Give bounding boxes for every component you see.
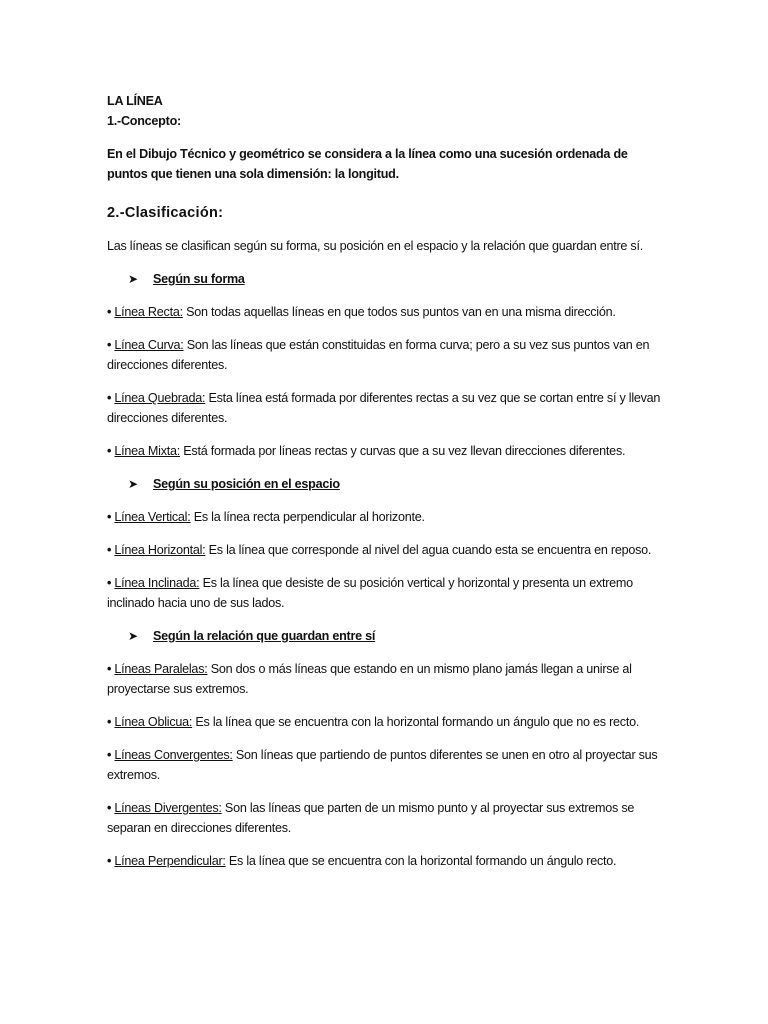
bullet-icon: • [107, 305, 112, 319]
definition: Son dos o más líneas que estando en un mismo plano jamás llegan a unirse al proyectarse sus extremos. [107, 662, 632, 696]
arrowhead-bullet-icon: ➤ [128, 477, 138, 491]
subheading-label: Según su posición en el espacio [153, 477, 340, 491]
term: Líneas Paralelas: [114, 662, 208, 676]
concept-heading: 1.-Concepto: [107, 114, 181, 128]
list-item [107, 441, 667, 461]
bullet-icon: • [107, 748, 112, 762]
term: Línea Vertical: [114, 510, 191, 524]
subheading-label: Según la relación que guardan entre sí [153, 629, 376, 643]
definition: Son las líneas que están constituidas en forma curva; pero a su vez sus puntos van en direcciones diferentes. [107, 338, 650, 372]
concept-text: En el Dibujo Técnico y geométrico se considera a la línea como una sucesión ordenada de puntos que tienen una sola dimensión: la longitud. [107, 147, 628, 181]
term: Línea Horizontal: [114, 543, 206, 557]
list-item [107, 573, 667, 613]
bullet-icon: • [107, 510, 112, 524]
bullet-icon: • [107, 715, 112, 729]
subheading-label: Según su forma [153, 272, 245, 286]
bullet-icon: • [107, 543, 112, 557]
definition: Es la línea que se encuentra con la horizontal formando un ángulo que no es recto. [192, 715, 640, 729]
arrowhead-bullet-icon: ➤ [128, 629, 138, 643]
list-item [107, 540, 667, 560]
document-body [107, 91, 667, 884]
list-item [107, 335, 667, 375]
list-item [107, 507, 667, 527]
bullet-icon: • [107, 801, 112, 815]
definition: Es la línea que se encuentra con la horizontal formando un ángulo recto. [225, 854, 617, 868]
classification-heading: 2.-Clasificación: [107, 205, 224, 221]
term: Líneas Divergentes: [114, 801, 222, 815]
term: Línea Oblicua: [114, 715, 193, 729]
list-item [107, 659, 667, 699]
subheading-posicion [128, 474, 667, 494]
list-item [107, 798, 667, 838]
term: Línea Inclinada: [114, 576, 200, 590]
definition: Son las líneas que parten de un mismo punto y al proyectar sus extremos se separan en direcciones diferentes. [107, 801, 635, 835]
classification-intro: Las líneas se clasifican según su forma, su posición en el espacio y la relación que guardan entre sí. [107, 239, 643, 253]
term: Línea Recta: [114, 305, 183, 319]
definition: Es la línea recta perpendicular al horizonte. [190, 510, 425, 524]
term: Línea Curva: [114, 338, 184, 352]
list-item [107, 302, 667, 322]
definition: Está formada por líneas rectas y curvas que a su vez llevan direcciones diferentes. [180, 444, 626, 458]
bullet-icon: • [107, 444, 112, 458]
bullet-icon: • [107, 338, 112, 352]
arrowhead-bullet-icon: ➤ [128, 272, 138, 286]
term: Línea Mixta: [114, 444, 181, 458]
subheading-relacion [128, 626, 667, 646]
definition: Esta línea está formada por diferentes rectas a su vez que se cortan entre sí y llevan direcciones diferentes. [107, 391, 661, 425]
definition: Son todas aquellas líneas en que todos sus puntos van en una misma dirección. [182, 305, 616, 319]
definition: Es la línea que desiste de su posición vertical y horizontal y presenta un extremo inclinado hacia uno de sus lados. [107, 576, 633, 610]
term: Línea Perpendicular: [114, 854, 226, 868]
bullet-icon: • [107, 854, 112, 868]
document-title: LA LÍNEA [107, 94, 163, 108]
list-item [107, 851, 667, 871]
definition: Es la línea que corresponde al nivel del agua cuando esta se encuentra en reposo. [205, 543, 652, 557]
list-item [107, 745, 667, 785]
list-item [107, 388, 667, 428]
definition: Son líneas que partiendo de puntos diferentes se unen en otro al proyectar sus extremos. [107, 748, 658, 782]
bullet-icon: • [107, 391, 112, 405]
bullet-icon: • [107, 576, 112, 590]
list-item [107, 712, 667, 732]
term: Líneas Convergentes: [114, 748, 233, 762]
bullet-icon: • [107, 662, 112, 676]
term: Línea Quebrada: [114, 391, 206, 405]
subheading-forma [128, 269, 667, 289]
